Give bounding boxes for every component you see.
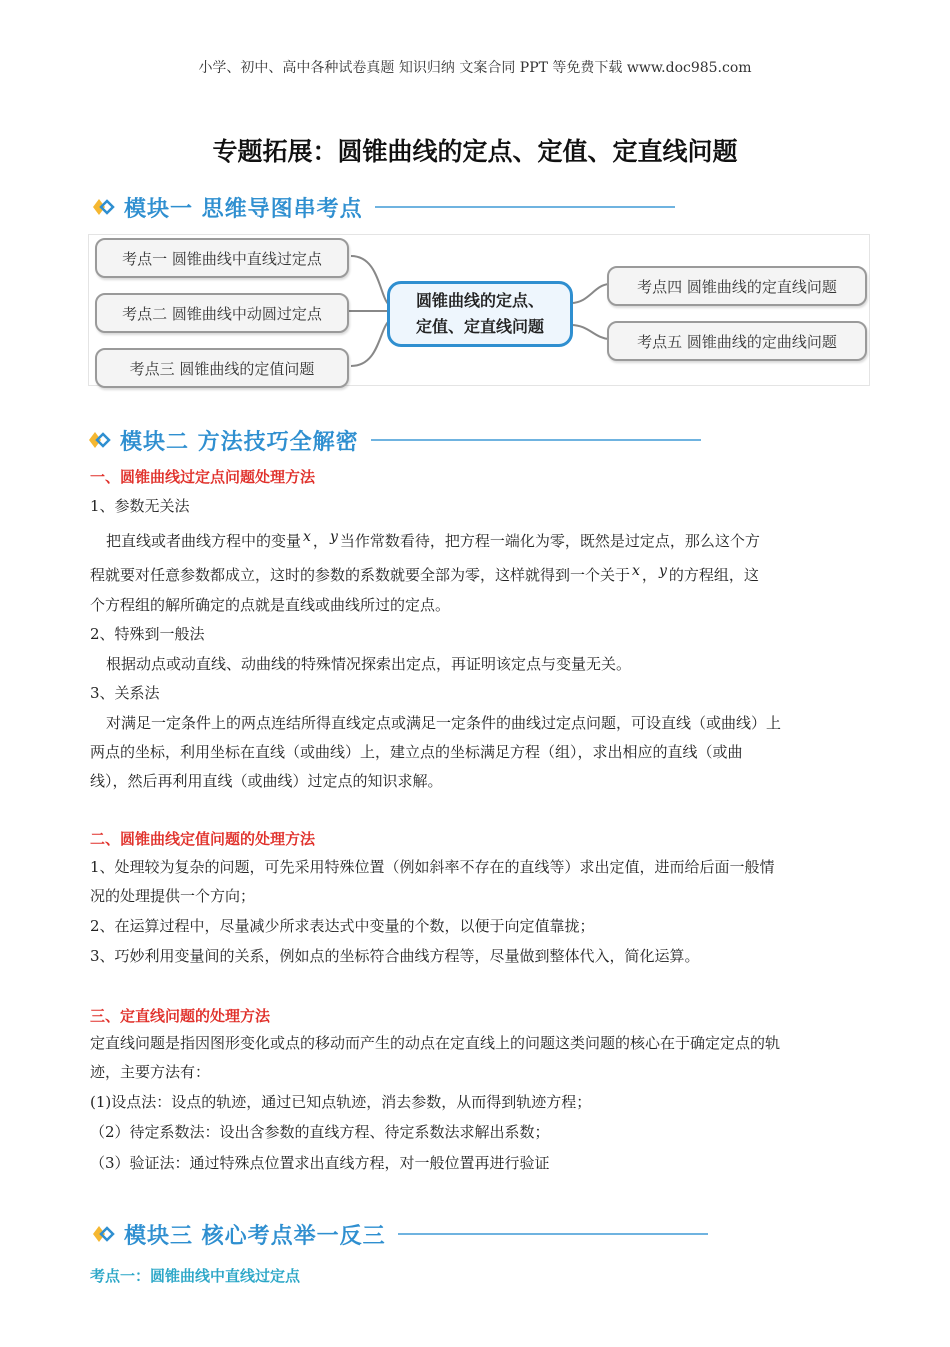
method-two-line-1: 根据动点或动直线、动曲线的特殊情况探索出定点，再证明该定点与变量无关。 <box>106 655 632 673</box>
mindmap-node-kaodian-4: 考点四 圆锥曲线的定直线问题 <box>607 266 867 306</box>
comma: ， <box>312 532 328 550</box>
diamond-arrow-icon <box>92 196 118 218</box>
module-divider <box>375 206 675 208</box>
method-one-title: 1、参数无关法 <box>90 497 190 515</box>
section-three-item-2: （2）待定系数法：设出含参数的直线方程、待定系数法求解出系数； <box>90 1123 550 1141</box>
section-three-item-3: （3）验证法：通过特殊点位置求出直线方程，对一般位置再进行验证 <box>90 1154 550 1172</box>
variable-x: x <box>303 529 311 545</box>
method-three-title: 3、关系法 <box>90 684 160 702</box>
variable-y: y <box>329 529 338 545</box>
section-two-line-2: 2、在运算过程中，尽量减少所求表达式中变量的个数，以便于向定值靠拢； <box>90 917 595 935</box>
text-span: 的方程组，这 <box>668 566 759 584</box>
variable-x: x <box>632 563 640 579</box>
section-two-line-1b: 况的处理提供一个方向； <box>90 887 256 905</box>
section-two-line-1a: 1、处理较为复杂的问题，可先采用特殊位置（例如斜率不存在的直线等）求出定值，进而给后面一般情 <box>90 858 775 876</box>
section-one-heading: 一、圆锥曲线过定点问题处理方法 <box>90 468 316 486</box>
method-three-line-2: 两点的坐标，利用坐标在直线（或曲线）上，建立点的坐标满足方程（组），求出相应的直线（或曲 <box>90 743 743 761</box>
mind-map <box>88 234 870 386</box>
mindmap-node-kaodian-2: 考点二 圆锥曲线中动圆过定点 <box>95 293 349 333</box>
kaodian-one-heading: 考点一：圆锥曲线中直线过定点 <box>90 1267 301 1285</box>
mindmap-node-kaodian-3: 考点三 圆锥曲线的定值问题 <box>95 348 349 388</box>
module-two-title: 模块二 方法技巧全解密 <box>120 429 359 455</box>
method-one-line-1 <box>106 526 760 557</box>
module-divider <box>371 439 701 441</box>
page-title: 专题拓展：圆锥曲线的定点、定值、定直线问题 <box>212 137 738 166</box>
comma: ， <box>641 566 657 584</box>
section-two-line-3: 3、巧妙利用变量间的关系，例如点的坐标符合曲线方程等，尽量做到整体代入，简化运算。 <box>90 947 700 965</box>
mindmap-center-line1: 圆锥曲线的定点、 <box>415 291 544 310</box>
method-one-line-3: 个方程组的解所确定的点就是直线或曲线所过的定点。 <box>90 596 451 614</box>
variable-y: y <box>658 563 667 579</box>
module-divider <box>398 1233 708 1235</box>
text-span: 程就要对任意参数都成立，这时的参数的系数就要全部为零，这样就得到一个关于 <box>90 566 631 584</box>
text-span: 当作常数看待，把方程一端化为零，既然是过定点，那么这个方 <box>339 532 760 550</box>
diamond-arrow-icon <box>88 429 114 451</box>
module-two-heading <box>88 423 701 457</box>
section-three-heading: 三、定直线问题的处理方法 <box>90 1007 271 1025</box>
section-two-heading: 二、圆锥曲线定值问题的处理方法 <box>90 830 316 848</box>
module-three-heading <box>92 1217 708 1251</box>
section-three-item-1: (1)设点法：设点的轨迹，通过已知点轨迹，消去参数，从而得到轨迹方程； <box>90 1093 592 1111</box>
method-one-line-2 <box>90 560 759 591</box>
text-span: 把直线或者曲线方程中的变量 <box>106 532 302 550</box>
method-three-line-3: 线），然后再利用直线（或曲线）过定点的知识求解。 <box>90 772 443 790</box>
module-one-title: 模块一 思维导图串考点 <box>124 196 363 222</box>
method-two-title: 2、特殊到一般法 <box>90 625 205 643</box>
section-three-para-1b: 迹，主要方法有： <box>90 1063 211 1081</box>
module-one-heading <box>92 190 675 224</box>
mindmap-center-node <box>387 281 573 347</box>
diamond-arrow-icon <box>92 1223 118 1245</box>
module-three-title: 模块三 核心考点举一反三 <box>124 1223 386 1249</box>
mindmap-center-line2: 定值、定直线问题 <box>415 317 544 336</box>
method-three-line-1: 对满足一定条件上的两点连结所得直线定点或满足一定条件的曲线过定点问题，可设直线（或曲线）上 <box>106 714 782 732</box>
section-three-para-1a: 定直线问题是指因图形变化或点的移动而产生的动点在定直线上的问题这类问题的核心在于确定定点的轨 <box>90 1034 781 1052</box>
mindmap-node-kaodian-5: 考点五 圆锥曲线的定曲线问题 <box>607 321 867 361</box>
mindmap-node-kaodian-1: 考点一 圆锥曲线中直线过定点 <box>95 238 349 278</box>
page-header: 小学、初中、高中各种试卷真题 知识归纳 文案合同 PPT 等免费下载 www.doc985.com <box>198 60 752 76</box>
